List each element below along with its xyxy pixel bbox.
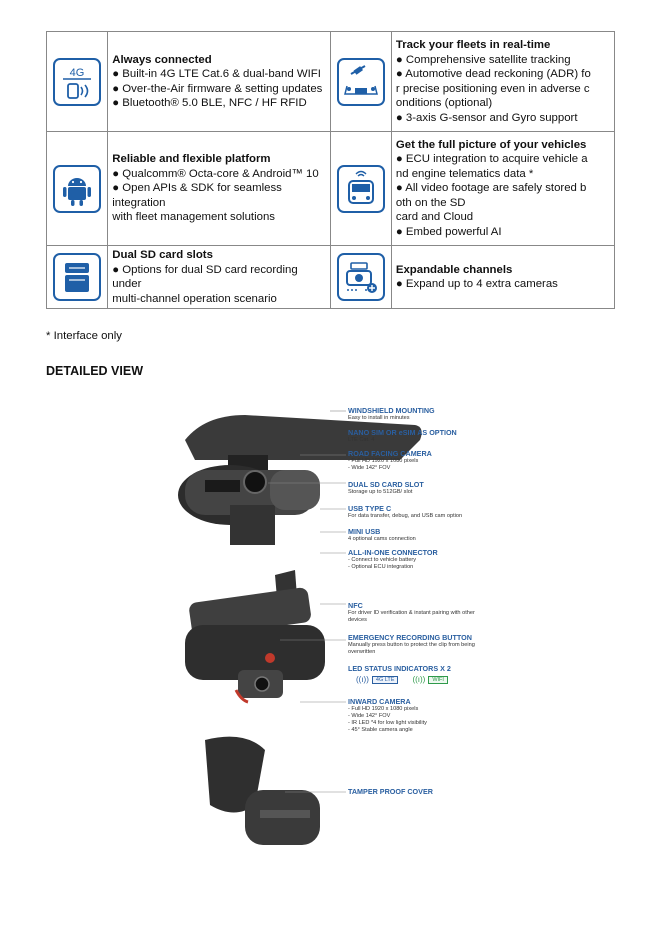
feature-title: Track your fleets in real-time — [395, 39, 551, 51]
section-heading: DETAILED VIEW — [46, 364, 143, 378]
callout-label: TAMPER PROOF COVER — [348, 787, 433, 796]
callout-label: NANO SIM OR eSIM AS OPTION — [348, 428, 457, 437]
callout-detail: devices — [348, 617, 367, 623]
callout-detail: - Optional ECU integration — [348, 564, 414, 570]
callout-detail: - Full HD 1920 x 1080 pixels — [348, 458, 419, 464]
feature-line: ● ECU integration to acquire vehicle a — [395, 153, 588, 166]
led-indicators — [356, 675, 448, 684]
svg-text:4G: 4G — [69, 66, 85, 79]
callout-detail: Manually press button to protect the clip from being — [348, 642, 475, 648]
feature-line: card and Cloud — [395, 211, 474, 224]
feature-line: ● Over-the-Air firmware & setting updates — [112, 82, 323, 95]
callout-detail: For driver ID verification & instant pairing with other — [348, 610, 475, 616]
callout-label: INWARD CAMERA — [348, 697, 411, 706]
feature-line: ● Expand up to 4 extra cameras — [395, 278, 558, 290]
feature-line: ● Built-in 4G LTE Cat.6 & dual-band WIFI — [112, 68, 321, 80]
callout-detail: Easy to install in minutes — [348, 415, 410, 421]
feature-line: onditions (optional) — [395, 97, 493, 109]
callout-label: ROAD FACING CAMERA — [348, 449, 432, 458]
feature-title: Expandable channels — [395, 263, 513, 276]
feature-line: ● 3-axis G-sensor and Gyro support — [395, 111, 578, 124]
feature-line: ● Bluetooth® 5.0 BLE, NFC / HF RFID — [112, 97, 307, 109]
led-label: WIFI — [428, 676, 448, 684]
led-label: 4G LTE — [372, 676, 399, 684]
callout-label: WINDSHIELD MOUNTING — [348, 406, 435, 415]
feature-line: ● Automotive dead reckoning (ADR) fo — [395, 68, 591, 80]
feature-line: oth on the SD — [395, 196, 466, 209]
callout-label: DUAL SD CARD SLOT — [348, 480, 424, 489]
callout-label: LED STATUS INDICATORS X 2 — [348, 664, 451, 673]
feature-title: Always connected — [112, 53, 212, 66]
dashcam-rear-view — [185, 570, 325, 702]
callout-detail: - 45° Stable camera angle — [348, 727, 413, 733]
callout-label: NFC — [348, 601, 363, 610]
callout-detail: LTE Cat. 4 — [348, 437, 375, 443]
feature-line: ● All video footage are safely stored b — [395, 182, 587, 195]
feature-line: ● Options for dual SD card recording under — [112, 263, 298, 290]
feature-line: ● Embed powerful AI — [395, 225, 502, 238]
feature-title: Get the full picture of your vehicles — [395, 138, 587, 151]
feature-line: r precise positioning even in adverse c — [395, 82, 590, 95]
callout-detail: 4 optional cams connection — [348, 536, 416, 542]
callout-label: MINI USB — [348, 527, 381, 536]
signal-icon: ((ı)) — [356, 675, 369, 684]
callout-detail: - Full HD 1920 x 1080 pixels — [348, 706, 419, 712]
feature-title: Reliable and flexible platform — [112, 153, 271, 166]
feature-line: ● Qualcomm® Octa-core & Android™ 10 — [112, 167, 319, 180]
callout-label: USB TYPE C — [348, 504, 392, 513]
feature-title: Dual SD card slots — [112, 249, 213, 261]
led-4g — [356, 675, 398, 684]
feature-line: ● Comprehensive satellite tracking — [395, 53, 571, 66]
callout-detail: - Connect to vehicle battery — [348, 557, 417, 563]
callout-detail: Storage up to 512GB/ slot — [348, 489, 413, 495]
callout-label: EMERGENCY RECORDING BUTTON — [348, 633, 472, 642]
callout-detail: - Wide 142° FOV — [348, 465, 391, 471]
callout-label: ALL-IN-ONE CONNECTOR — [348, 548, 438, 557]
feature-line: multi-channel operation scenario — [112, 292, 277, 305]
feature-line: ● Open APIs & SDK for seamless integration — [112, 182, 282, 209]
footnote: * Interface only — [46, 330, 122, 342]
callout-detail: - Wide 142° FOV — [348, 713, 391, 719]
signal-icon: ((ı)) — [412, 675, 426, 684]
callout-detail: For data transfer, debug, and USB cam option — [348, 513, 463, 519]
led-wifi — [412, 675, 448, 684]
tamper-cover-view — [205, 737, 320, 845]
feature-line: nd engine telematics data * — [395, 167, 534, 180]
callout-detail: - IR LED *4 for low light visibility — [348, 720, 427, 726]
feature-line: with fleet management solutions — [112, 211, 275, 224]
callout-detail: overwritten — [348, 649, 376, 655]
